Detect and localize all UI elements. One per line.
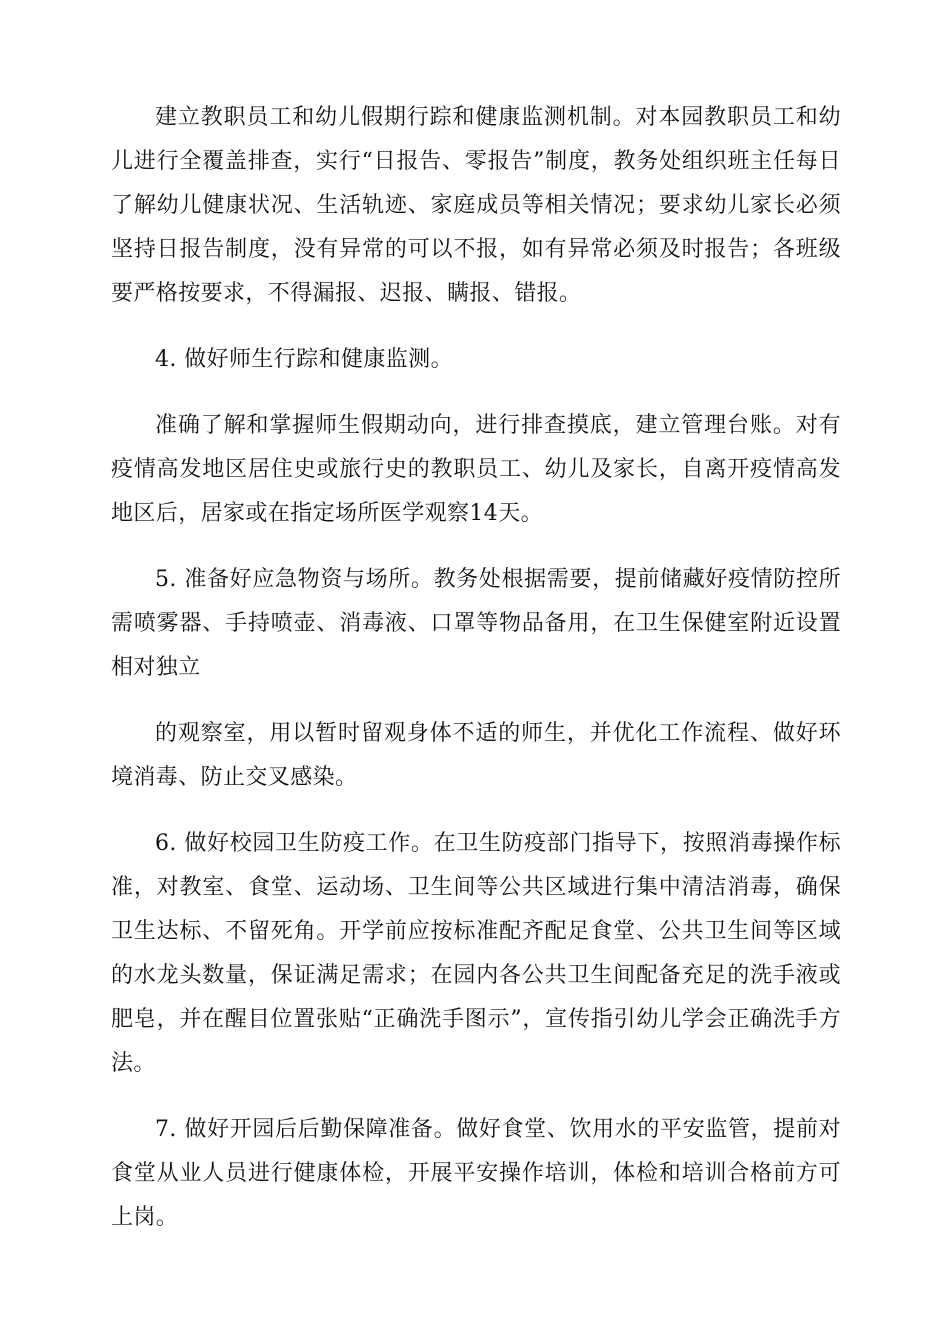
paragraph-item-6: 6. 做好校园卫生防疫工作。在卫生防疫部门指导下，按照消毒操作标准，对教室、食堂、运动场、卫生间等公共区域进行集中清洁消毒，确保卫生达标、不留死角。开学前应按标准配齐配足食堂、公共卫生间等区域的水龙头数量，保证满足需求；在园内各公共卫生间配备充足的洗手液或肥皂，并在醒目位置张贴“正确洗手图示”，宣传指引幼儿学会正确洗手方法。 [111, 831, 841, 1076]
paragraph-item-4-heading: 4. 做好师生行踪和健康监测。 [155, 347, 453, 372]
paragraph-health-monitoring-mechanism: 建立教职员工和幼儿假期行踪和健康监测机制。对本园教职员工和幼儿进行全覆盖排查，实行“日报告、零报告”制度，教务处组织班主任每日了解幼儿健康状况、生活轨迹、家庭成员等相关情况；要求幼儿家长必须坚持日报告制度，没有异常的可以不报，如有异常必须及时报告；各班级要严格按要求，不得漏报、迟报、瞒报、错报。 [111, 105, 841, 306]
paragraph-item-4-body: 准确了解和掌握师生假期动向，进行排查摸底，建立管理台账。对有疫情高发地区居住史或旅行史的教职员工、幼儿及家长，自离开疫情高发地区后，居家或在指定场所医学观察14天。 [111, 413, 841, 526]
paragraph-item-5-part-1: 5. 准备好应急物资与场所。教务处根据需要，提前储藏好疫情防控所需喷雾器、手持喷壶、消毒液、口罩等物品备用，在卫生保健室附近设置相对独立 [111, 567, 841, 680]
paragraph-item-5-part-2: 的观察室，用以暂时留观身体不适的师生，并优化工作流程、做好环境消毒、防止交叉感染。 [111, 721, 841, 790]
paragraph-item-7: 7. 做好开园后后勤保障准备。做好食堂、饮用水的平安监管，提前对食堂从业人员进行健康体检，开展平安操作培训，体检和培训合格前方可上岗。 [111, 1117, 841, 1230]
document-body [111, 96, 841, 1262]
